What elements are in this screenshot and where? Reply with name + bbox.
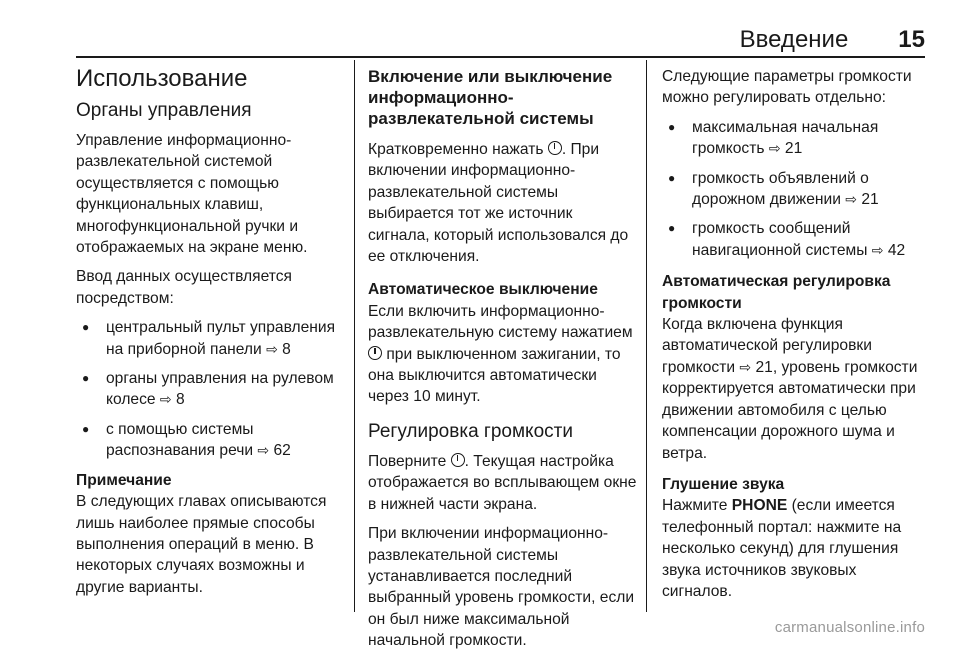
list-item: ● максимальная начальная громкость ⇨ 21 <box>662 117 930 160</box>
section-heading: Регулировка громкости <box>368 420 573 442</box>
reference-arrow-icon: ⇨ <box>266 340 278 357</box>
page-reference: 62 <box>273 442 291 460</box>
paragraph: Кратковременно нажать . При включении информационно-развлекательной системы выбирается тот же источник сигнала, который использовался до ее отключения. <box>368 141 629 266</box>
paragraph: Управление информационно-развлекательной системой осуществляется с помощью функциональных клавиш, многофункциональной ручки и отображаемых на экране меню. <box>76 132 308 257</box>
page-reference: 8 <box>282 340 291 358</box>
section-heading: Использование <box>76 65 248 92</box>
volume-settings-list <box>662 117 930 261</box>
paragraph: Поверните . Текущая настройка отображается во всплывающем окне в нижней части экрана. <box>368 452 637 513</box>
list-item: ● с помощью системы распознавания речи ⇨ 62 <box>76 419 344 462</box>
paragraph: Нажмите PHONE (если имеется телефонный портал: нажмите на несколько секунд) для глушения звука источников звуковых сигналов. <box>662 497 902 600</box>
column-2 <box>368 60 638 660</box>
list-item: ● органы управления на рулевом колесе ⇨ 8 <box>76 368 344 411</box>
paragraph: Ввод данных осуществляется посредством: <box>76 268 292 307</box>
page-reference: 42 <box>887 241 906 259</box>
subsection-heading: Органы управления <box>76 100 252 121</box>
reference-arrow-icon: ⇨ <box>845 191 858 208</box>
section-heading: Включение или выключение информационно-развлекательной системы <box>368 67 613 128</box>
subsection-heading: Автоматическое выключение <box>368 281 598 299</box>
page-header <box>740 26 925 54</box>
subsection-heading: Глушение звука <box>662 475 785 493</box>
column-1 <box>76 60 344 606</box>
list-item: ● громкость сообщений навигационной системы ⇨ 42 <box>662 218 930 261</box>
watermark: carmanualsonline.info <box>774 619 925 636</box>
reference-arrow-icon: ⇨ <box>871 241 884 258</box>
paragraph: Если включить информационно-развлекательную систему нажатием при выключенном зажигании, то она выключится автоматически через 10 минут. <box>368 302 633 406</box>
page-reference: 21 <box>755 358 773 376</box>
column-divider-1 <box>354 60 355 612</box>
page-title: Введение <box>739 26 849 53</box>
reference-arrow-icon: ⇨ <box>159 391 172 408</box>
reference-arrow-icon: ⇨ <box>768 140 781 157</box>
power-knob-icon <box>451 453 465 467</box>
paragraph: При включении информационно-развлекательной системы устанавливается последний выбранный уровень громкости, если он был ниже максимальной начальной громкости. <box>368 525 635 650</box>
paragraph: Следующие параметры громкости можно регулировать отдельно: <box>662 68 912 107</box>
page-reference: 21 <box>784 140 803 158</box>
power-knob-icon <box>368 346 382 360</box>
reference-arrow-icon: ⇨ <box>739 358 752 375</box>
page-reference: 8 <box>176 391 185 409</box>
header-rule <box>76 56 925 58</box>
page-number: 15 <box>898 26 925 53</box>
input-methods-list <box>76 317 344 461</box>
phone-key-label: PHONE <box>731 497 788 515</box>
subsection-heading: Автоматическая регулировка громкости <box>662 273 891 312</box>
column-3 <box>662 60 930 610</box>
list-item: ● центральный пульт управления на приборной панели ⇨ 8 <box>76 317 344 360</box>
power-knob-icon <box>548 141 562 155</box>
column-divider-2 <box>646 60 647 612</box>
paragraph: Когда включена функция автоматической регулировки громкости ⇨ 21, уровень громкости корректируется автоматически при движении автомобиля с целью компенсации дорожного шума и ветра. <box>662 316 918 462</box>
list-item: ● громкость объявлений о дорожном движении ⇨ 21 <box>662 168 930 211</box>
note-title: Примечание <box>76 471 172 489</box>
page-reference: 21 <box>861 191 879 209</box>
reference-arrow-icon: ⇨ <box>257 442 270 459</box>
note-text: В следующих главах описываются лишь наиболее прямые способы выполнения операций в меню. В некоторых случаях возможны и другие варианты. <box>76 493 327 596</box>
